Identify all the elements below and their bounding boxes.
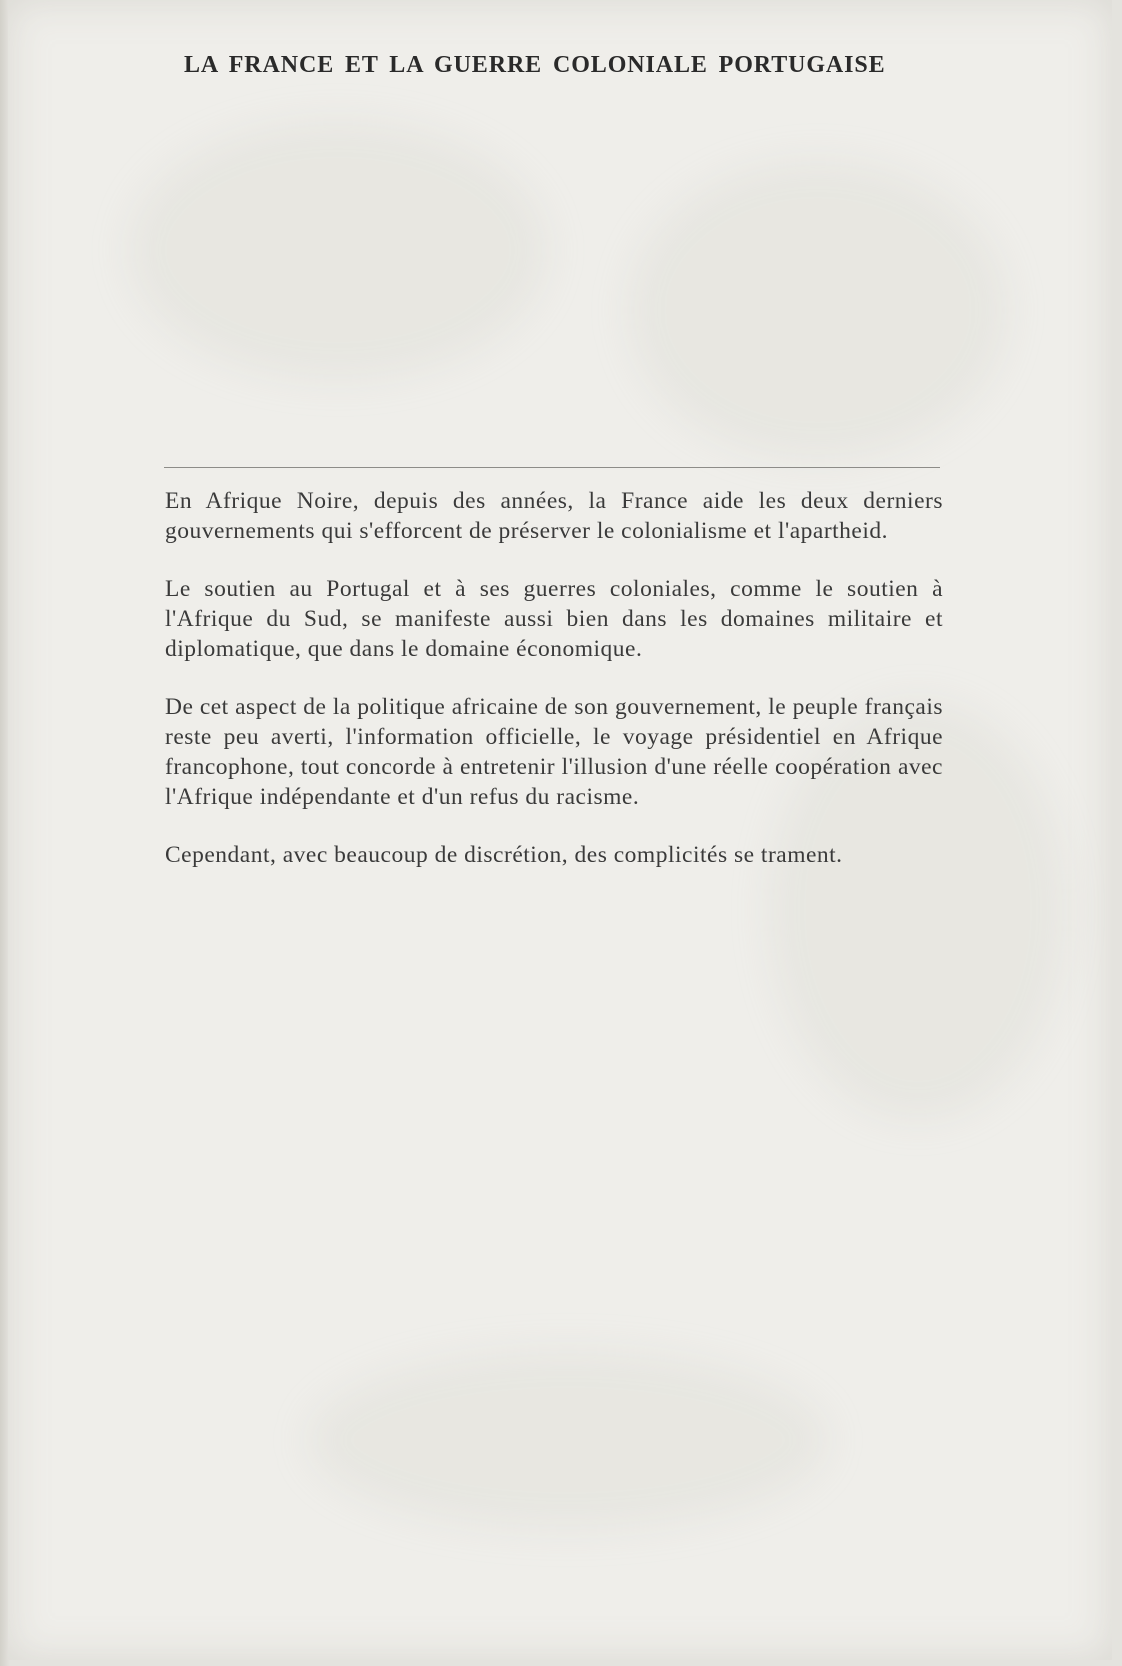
- document-page: [8, 0, 1112, 1660]
- paragraph: Le soutien au Portugal et à ses guerres coloniales, comme le soutien à l'Afrique du Sud, se manifeste aussi bien dans les domaines militaire et diplomatique, que dans le domaine économique.: [165, 576, 943, 662]
- running-head: LA FRANCE ET LA GUERRE COLONIALE PORTUGAISE: [184, 52, 886, 78]
- paragraph: De cet aspect de la politique africaine de son gouvernement, le peuple français reste peu averti, l'information officielle, le voyage présidentiel en Afrique francophone, tout concorde à entretenir l'illusion d'une réelle coopération avec l'Afrique indépendante et d'un refus du racisme.: [165, 694, 943, 810]
- section-divider: [164, 467, 940, 468]
- paragraph: En Afrique Noire, depuis des années, la France aide les deux derniers gouvernements qui s'efforcent de préserver le colonialisme et l'apartheid.: [165, 488, 943, 544]
- show-through-texture: [628, 160, 1008, 460]
- show-through-texture: [308, 1350, 828, 1530]
- body-text: [165, 486, 943, 898]
- show-through-texture: [128, 120, 548, 380]
- paragraph: Cependant, avec beaucoup de discrétion, des complicités se trament.: [165, 842, 843, 868]
